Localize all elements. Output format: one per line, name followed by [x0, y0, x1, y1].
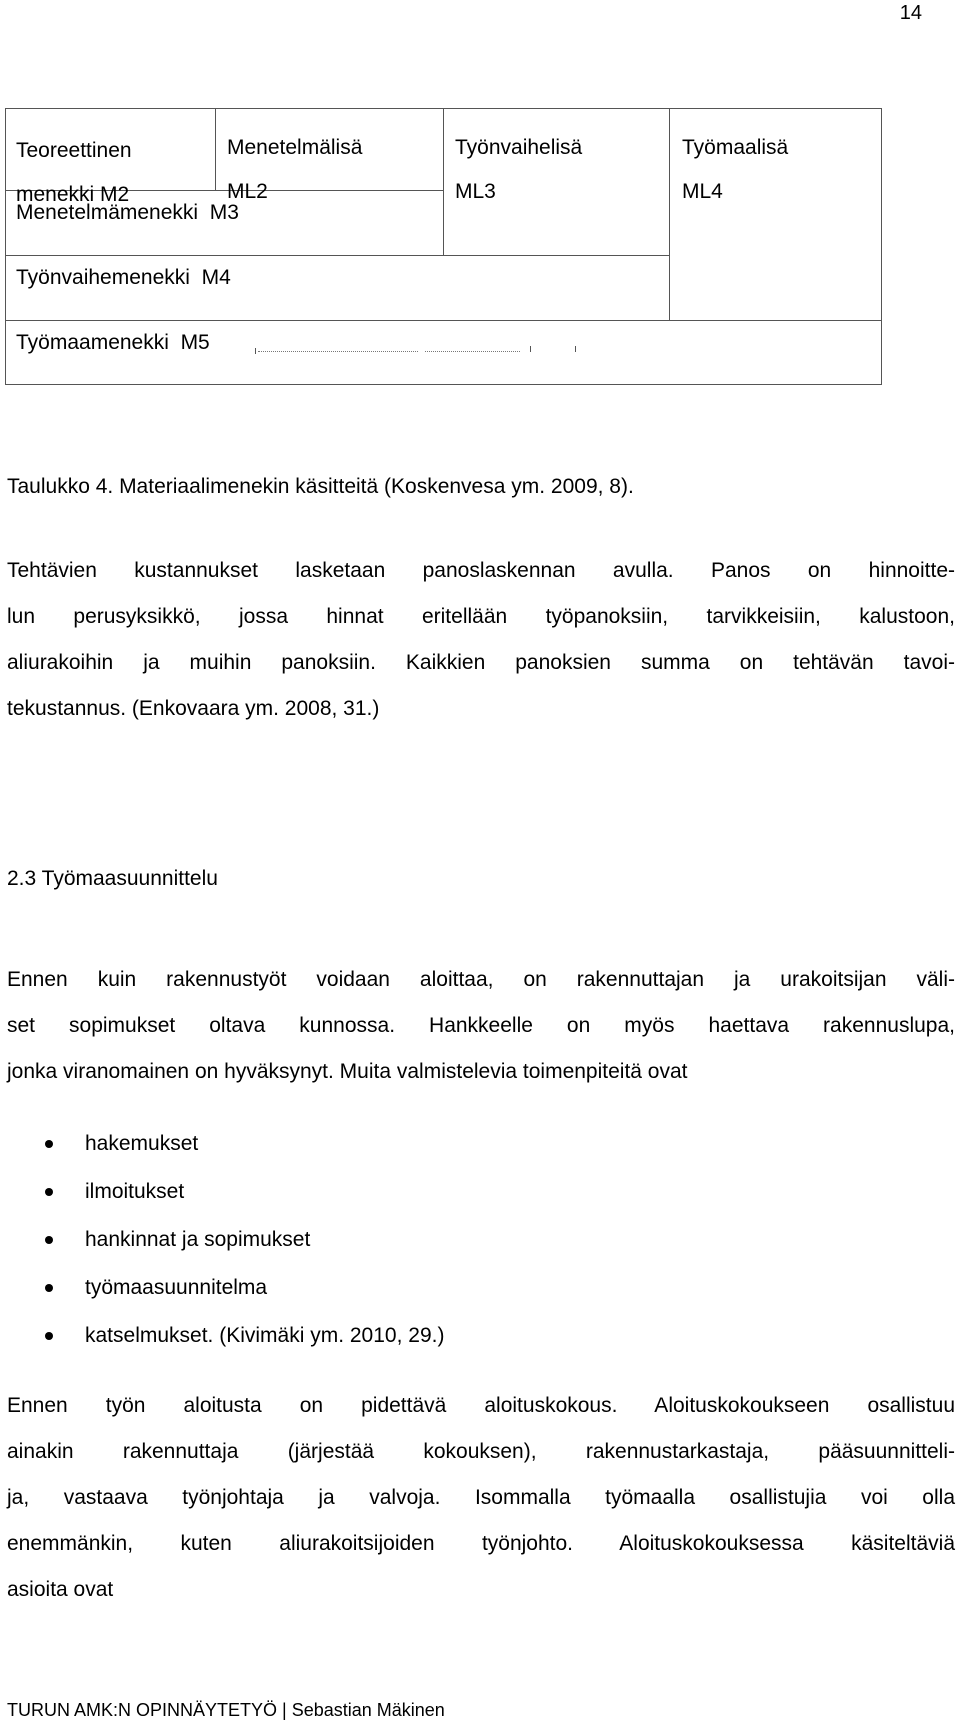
page-number: 14: [899, 2, 922, 24]
list-item-text: ilmoitukset: [85, 1180, 185, 1203]
text-line: Ennen kuin rakennustyöt voidaan aloittaa, on rakennuttajan ja urakoitsijan väli-: [7, 968, 955, 991]
list-item-text: katselmukset. (Kivimäki ym. 2010, 29.): [85, 1324, 445, 1347]
bullet-icon: [45, 1140, 53, 1148]
header-cell-line: ML3: [455, 180, 496, 203]
table-caption: Taulukko 4. Materiaalimenekin käsitteitä (Koskenvesa ym. 2009, 8).: [7, 475, 634, 498]
scan-artifact: [258, 351, 418, 353]
header-cell-line: Teoreettinen: [16, 139, 132, 162]
list-item-text: hakemukset: [85, 1132, 199, 1155]
header-cell: [227, 115, 362, 225]
table-border-bottom: [5, 384, 882, 385]
text-line: aliurakoihin ja muihin panoksiin. Kaikkien panoksien summa on tehtävän tavoi-: [7, 651, 955, 674]
list-item: [0, 1168, 900, 1216]
text-line: enemmänkin, kuten aliurakoitsijoiden työnjohto. Aloituskokouksessa käsiteltäviä: [7, 1532, 955, 1555]
page-footer: TURUN AMK:N OPINNÄYTETYÖ | Sebastian Mäkinen: [7, 1700, 445, 1720]
scan-artifact: [530, 346, 531, 352]
scan-artifact: [255, 348, 256, 354]
header-cell-line: Menetelmälisä: [227, 136, 363, 159]
text-line: Tehtävien kustannukset lasketaan panoslaskennan avulla. Panos on hinnoitte-: [7, 559, 955, 582]
text-line: asioita ovat: [7, 1578, 114, 1601]
header-cell: [455, 115, 582, 225]
table-divider: [5, 320, 882, 321]
list-item-text: työmaasuunnitelma: [85, 1276, 268, 1299]
header-cell-line: Työnvaihelisä: [455, 136, 583, 159]
paragraph-cost-calculation: [7, 548, 955, 732]
preparation-list: [0, 1120, 900, 1360]
text-line: jonka viranomainen on hyväksynyt. Muita valmistelevia toimenpiteitä ovat: [7, 1060, 688, 1083]
header-cell: [682, 115, 788, 225]
bullet-icon: [45, 1332, 53, 1340]
text-line: tekustannus. (Enkovaara ym. 2008, 31.): [7, 697, 380, 720]
paragraph-site-planning: [7, 957, 955, 1095]
header-cell-line: Työmaalisä: [682, 136, 789, 159]
table-divider: [443, 108, 444, 255]
list-item: [0, 1216, 900, 1264]
list-item-text: hankinnat ja sopimukset: [85, 1228, 311, 1251]
table-divider: [5, 255, 669, 256]
header-cell-line: menekki M2: [16, 183, 130, 206]
scan-artifact: [575, 346, 576, 352]
paragraph-kickoff-meeting: [7, 1383, 955, 1613]
row-label: Menetelmämenekki M3: [16, 201, 239, 224]
text-line: Ennen työn aloitusta on pidettävä aloituskokous. Aloituskokoukseen osallistuu: [7, 1394, 955, 1417]
bullet-icon: [45, 1188, 53, 1196]
text-line: ainakin rakennuttaja (järjestää kokouksen), rakennustarkastaja, pääsuunnitteli-: [7, 1440, 955, 1463]
table-border-right: [881, 108, 882, 385]
text-line: ja, vastaava työnjohtaja ja valvoja. Isommalla työmaalla osallistujia voi olla: [7, 1486, 955, 1509]
row-label: Työnvaihemenekki M4: [16, 266, 231, 289]
text-line: set sopimukset oltava kunnossa. Hankkeelle on myös haettava rakennuslupa,: [7, 1014, 955, 1037]
text-line: lun perusyksikkö, jossa hinnat eritellään työpanoksiin, tarvikkeisiin, kalustoon,: [7, 605, 955, 628]
list-item: [0, 1312, 900, 1360]
bullet-icon: [45, 1284, 53, 1292]
header-cell-line: ML2: [227, 180, 268, 203]
scan-artifact: [425, 351, 520, 353]
list-item: [0, 1120, 900, 1168]
list-item: [0, 1264, 900, 1312]
row-label: Työmaamenekki M5: [16, 331, 210, 354]
section-heading: 2.3 Työmaasuunnittelu: [7, 867, 218, 890]
table-divider: [669, 108, 670, 320]
table-divider: [215, 108, 216, 190]
bullet-icon: [45, 1236, 53, 1244]
header-cell-line: ML4: [682, 180, 723, 203]
table-border-left: [5, 108, 6, 385]
material-consumption-table: [5, 108, 882, 385]
